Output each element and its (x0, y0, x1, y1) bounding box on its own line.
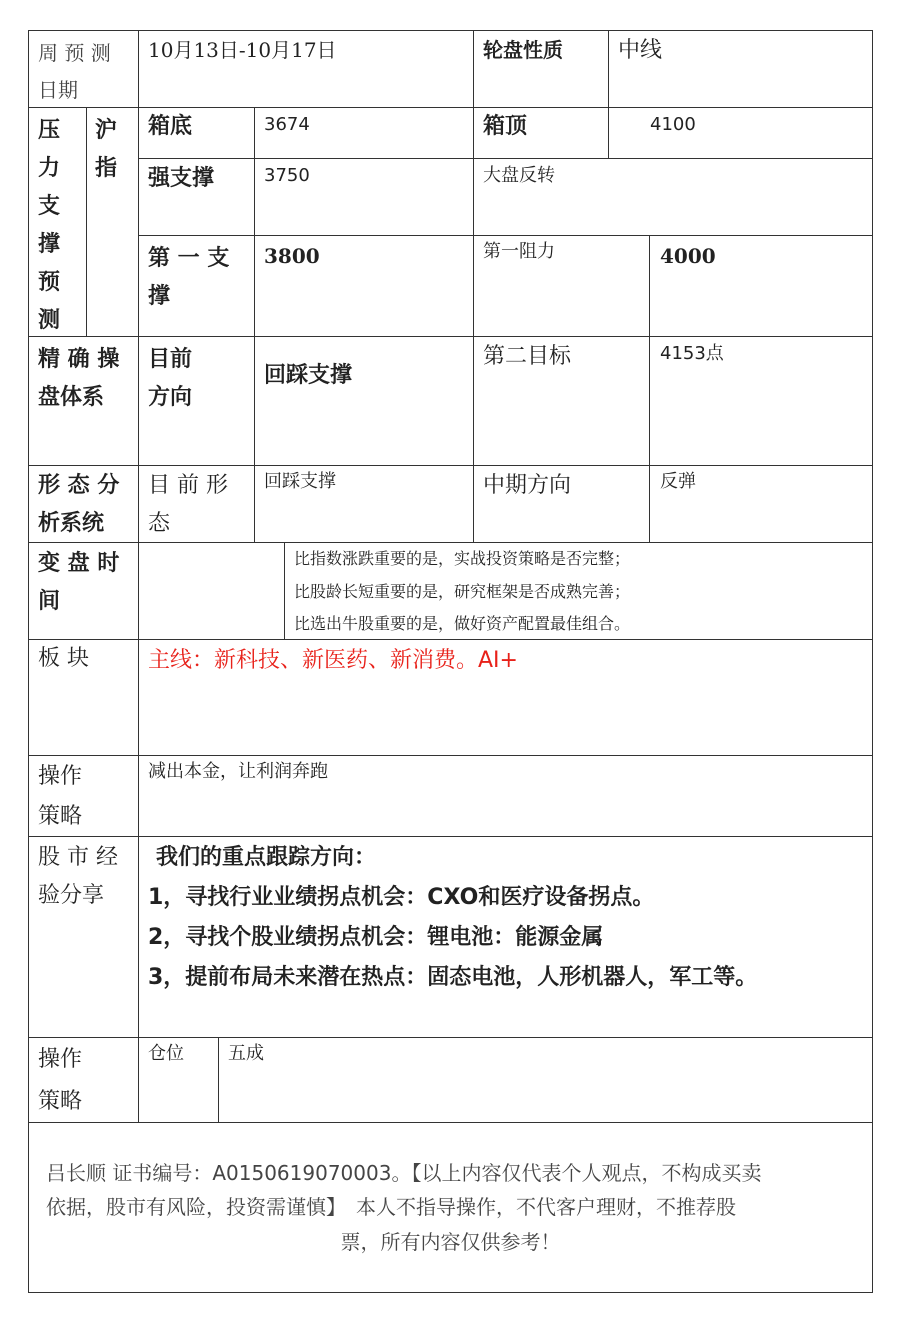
strong-support-value-cell (254, 158, 474, 236)
nature-label: 轮盘性质 (483, 38, 563, 62)
first-support-value: 3800 (264, 244, 320, 268)
index-label: 沪 指 (95, 118, 118, 181)
position-label-cell (138, 1037, 219, 1123)
first-resistance-value-cell (649, 235, 873, 337)
strategy2-label-cell (28, 1037, 139, 1123)
change-notes-cell (284, 542, 873, 640)
pressure-group-cell (28, 107, 87, 337)
box-bottom-label-cell (138, 107, 255, 159)
date-label-cell (28, 30, 139, 108)
sector-value: 主线：新科技、新医药、新消费。AI+ (148, 648, 518, 673)
change-note-1: 比指数涨跌重要的是，实战投资策略是否完整； (294, 549, 631, 568)
change-blank-cell (138, 542, 285, 640)
box-top-value: 4100 (650, 114, 696, 135)
forecast-table (29, 31, 874, 1293)
current-pattern-value: 回踩支撑 (264, 471, 336, 492)
first-support-value-cell (254, 235, 474, 337)
strong-support-note: 大盘反转 (483, 165, 555, 186)
box-top-label-cell (473, 107, 609, 159)
precise-label-cell (28, 336, 139, 466)
current-pattern-value-cell (254, 465, 474, 543)
strong-support-value: 3750 (264, 165, 310, 186)
strong-support-label: 强支撑 (148, 166, 215, 191)
position-value-cell (218, 1037, 873, 1123)
sector-label-cell (28, 639, 139, 756)
nature-label-cell (473, 30, 609, 108)
mid-direction-value: 反弹 (660, 471, 696, 492)
nature-value-cell (608, 30, 873, 108)
date-value-cell (138, 30, 474, 108)
box-top-label: 箱顶 (483, 114, 528, 139)
box-bottom-label: 箱底 (148, 114, 193, 139)
change-note-3: 比选出牛股重要的是，做好资产配置最佳组合。 (294, 614, 631, 633)
mid-direction-label-cell (473, 465, 650, 543)
date-label: 周 预 测 日期 (38, 41, 111, 102)
disclaimer-line-2: 依据，股市有风险，投资需谨慎】 本人不指导操作，不代客户理财，不推荐股 (46, 1195, 736, 1219)
sector-label: 板 块 (38, 646, 89, 671)
change-label: 变 盘 时 间 (38, 551, 120, 614)
first-support-label-cell (138, 235, 255, 337)
first-resistance-label: 第一阻力 (483, 241, 555, 262)
pressure-group-label: 压 力 支 撑 预 测 (38, 118, 61, 333)
pattern-label: 形 态 分 析系统 (38, 473, 120, 536)
disclaimer-cell (28, 1122, 873, 1293)
current-pattern-label: 目 前 形 态 (148, 473, 228, 536)
position-value: 五成 (228, 1043, 264, 1064)
index-label-cell (86, 107, 139, 337)
strong-support-label-cell (138, 158, 255, 236)
experience-content-cell (138, 836, 873, 1038)
experience-label-cell (28, 836, 139, 1038)
box-bottom-value-cell (254, 107, 474, 159)
second-target-label-cell (473, 336, 650, 466)
current-pattern-label-cell (138, 465, 255, 543)
first-resistance-value: 4000 (660, 244, 716, 268)
disclaimer-line-1: 吕长顺 证书编号：A0150619070003。【以上内容仅代表个人观点，不构成买卖 (46, 1161, 762, 1185)
experience-item-3: 3，提前布局未来潜在热点：固态电池，人形机器人，军工等。 (148, 965, 758, 990)
first-resistance-label-cell (473, 235, 650, 337)
direction-label: 目前 方向 (148, 347, 193, 410)
direction-label-cell (138, 336, 255, 466)
mid-direction-label: 中期方向 (483, 473, 572, 498)
strategy1-label: 操作 策略 (38, 764, 83, 829)
change-note-2: 比股龄长短重要的是，研究框架是否成熟完善； (294, 582, 631, 601)
strategy1-label-cell (28, 755, 139, 837)
strong-support-note-cell (473, 158, 873, 236)
direction-value: 回踩支撑 (264, 363, 353, 388)
date-value: 10月13日-10月17日 (148, 38, 337, 62)
sector-value-cell (138, 639, 873, 756)
experience-item-2: 2，寻找个股业绩拐点机会：锂电池：能源金属 (148, 925, 604, 950)
box-bottom-value: 3674 (264, 114, 310, 135)
strategy1-value-cell (138, 755, 873, 837)
disclaimer-line-3: 票，所有内容仅供参考！ (340, 1230, 561, 1254)
change-label-cell (28, 542, 139, 640)
strategy1-value: 减出本金，让利润奔跑 (148, 761, 328, 782)
experience-label: 股 市 经 验分享 (38, 845, 118, 908)
direction-value-cell (254, 336, 474, 466)
position-label: 仓位 (148, 1043, 184, 1064)
second-target-value-cell (649, 336, 873, 466)
box-top-value-cell (608, 107, 873, 159)
precise-label: 精 确 操 盘体系 (38, 347, 120, 410)
nature-value: 中线 (618, 38, 663, 63)
experience-item-1: 1，寻找行业业绩拐点机会：CXO和医疗设备拐点。 (148, 885, 655, 910)
second-target-value: 4153点 (660, 343, 724, 364)
experience-heading: 我们的重点跟踪方向： (156, 845, 377, 870)
second-target-label: 第二目标 (483, 344, 572, 369)
pattern-label-cell (28, 465, 139, 543)
first-support-label: 第 一 支 撑 (148, 246, 230, 309)
strategy2-label: 操作 策略 (38, 1047, 83, 1114)
mid-direction-value-cell (649, 465, 873, 543)
